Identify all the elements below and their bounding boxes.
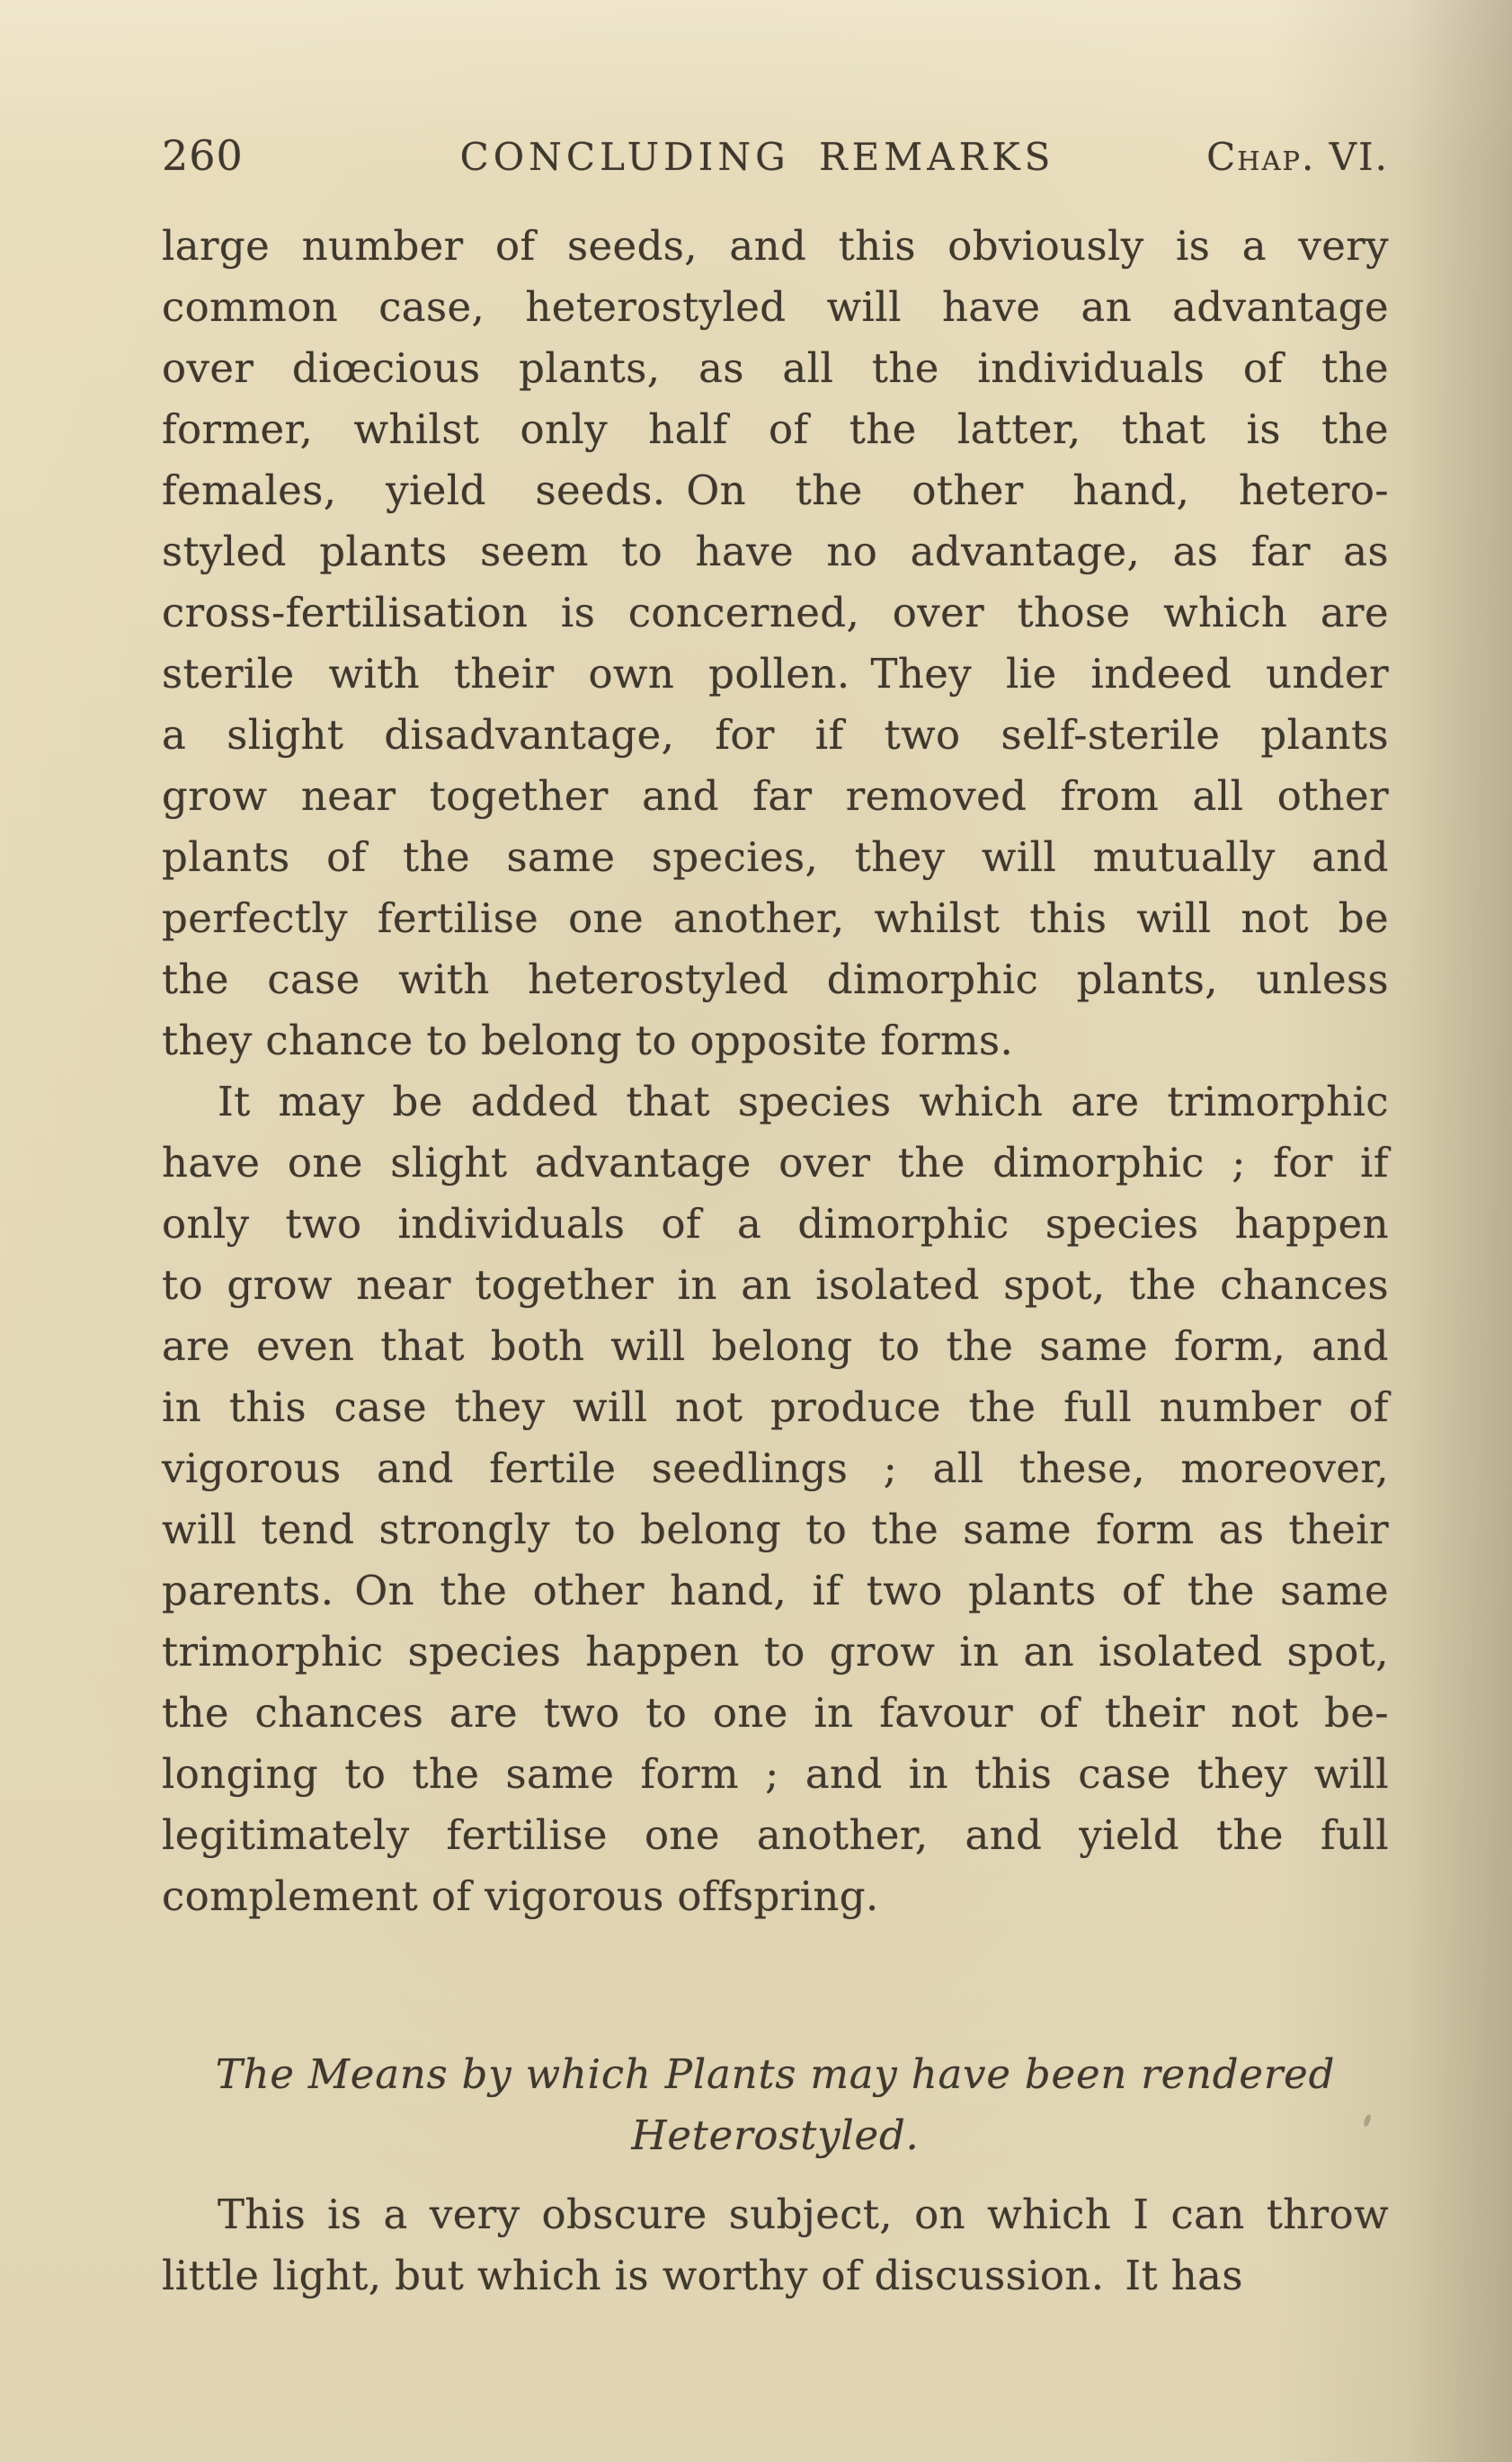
section-heading bbox=[162, 2044, 1389, 2166]
page-number: 260 bbox=[162, 131, 244, 180]
text-line: sterile with their own pollen. They lie indeed under bbox=[162, 650, 1389, 698]
section-heading-line: Heterostyled. bbox=[631, 2111, 920, 2159]
text-line: the case with heterostyled dimorphic plants, unless bbox=[162, 955, 1389, 1003]
text-line: This is a very obscure subject, on which I can throw bbox=[218, 2191, 1389, 2238]
text-line: cross-fertilisation is concerned, over those which are bbox=[162, 589, 1389, 636]
text-line: former, whilst only half of the latter, that is the bbox=[162, 405, 1389, 453]
running-title: CONCLUDING REMARKS bbox=[459, 135, 1055, 179]
text-line: large number of seeds, and this obviously is a very bbox=[162, 222, 1389, 270]
text-line: over diœcious plants, as all the individuals of the bbox=[162, 344, 1389, 392]
text-block bbox=[162, 216, 1389, 2306]
text-line: grow near together and far removed from all other bbox=[162, 772, 1389, 820]
page-header bbox=[162, 131, 1389, 180]
section-heading-line: The Means by which Plants may have been rendered bbox=[215, 2050, 1336, 2098]
text-line: they chance to belong to opposite forms. bbox=[162, 1017, 1014, 1064]
text-line: will tend strongly to belong to the same form as their bbox=[162, 1506, 1389, 1553]
text-line: common case, heterostyled will have an advantage bbox=[162, 283, 1389, 331]
paragraph-3 bbox=[162, 2184, 1389, 2306]
text-line: to grow near together in an isolated spot, the chances bbox=[162, 1261, 1389, 1309]
text-line: vigorous and fertile seedlings ; all these, moreover, bbox=[162, 1444, 1389, 1492]
text-line: styled plants seem to have no advantage, as far as bbox=[162, 528, 1389, 575]
text-line: only two individuals of a dimorphic species happen bbox=[162, 1200, 1389, 1248]
text-line: little light, but which is worthy of discussion. It has bbox=[162, 2252, 1243, 2299]
text-line: parents. On the other hand, if two plants of the same bbox=[162, 1567, 1389, 1614]
text-line: in this case they will not produce the full number of bbox=[162, 1383, 1389, 1431]
paragraph-1 bbox=[162, 216, 1389, 1071]
text-line: complement of vigorous offspring. bbox=[162, 1872, 879, 1920]
text-line: trimorphic species happen to grow in an isolated spot, bbox=[162, 1628, 1389, 1675]
text-line: are even that both will belong to the same form, and bbox=[162, 1322, 1389, 1370]
text-line: females, yield seeds. On the other hand, hetero- bbox=[162, 467, 1389, 514]
text-line: a slight disadvantage, for if two self-sterile plants bbox=[162, 711, 1389, 759]
chapter-label: Chap. VI. bbox=[1206, 135, 1389, 179]
text-line: plants of the same species, they will mutually and bbox=[162, 833, 1389, 881]
text-line: legitimately fertilise one another, and yield the full bbox=[162, 1811, 1389, 1859]
text-line: have one slight advantage over the dimorphic ; for if bbox=[162, 1139, 1389, 1187]
text-line: the chances are two to one in favour of their not be- bbox=[162, 1689, 1389, 1737]
paragraph-2 bbox=[162, 1071, 1389, 1927]
text-line: perfectly fertilise one another, whilst this will not be bbox=[162, 894, 1389, 942]
text-line: It may be added that species which are trimorphic bbox=[218, 1078, 1389, 1125]
text-line: longing to the same form ; and in this case they will bbox=[162, 1750, 1389, 1798]
